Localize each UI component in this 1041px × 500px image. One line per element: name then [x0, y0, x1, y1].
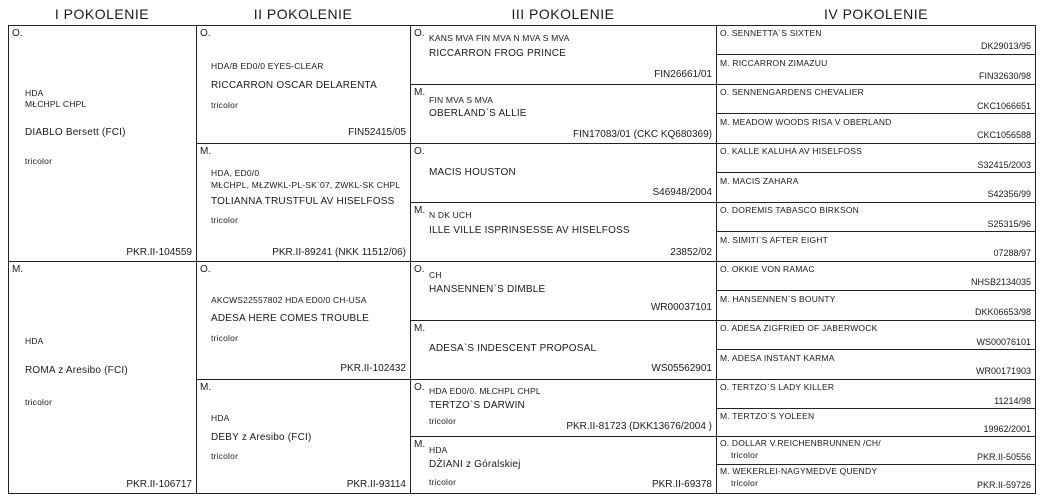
dog-name: O. ADESA ZIGFRIED OF JABERWOCK — [720, 323, 878, 333]
registration-number: PKR.II-69378 — [651, 479, 712, 490]
gen3-cell — [410, 25, 717, 85]
sex-label: M. — [200, 146, 212, 157]
dog-name: DŻIANI z Góralskiej — [429, 459, 521, 470]
coat-color: tricolor — [211, 333, 239, 343]
sex-label: O. — [200, 264, 211, 275]
registration-number: PKR.II-93114 — [346, 479, 406, 490]
gen2-cell — [196, 143, 411, 262]
header-generation-3: III POKOLENIE — [511, 6, 615, 22]
sex-label: O. — [414, 382, 425, 393]
gen3-cell — [410, 143, 717, 203]
dog-name: O. SENNETTA`S SIXTEN — [720, 28, 822, 38]
gen4-cell — [716, 320, 1036, 350]
gen4-cell — [716, 143, 1036, 173]
sex-label: O. — [414, 146, 425, 157]
registration-number: 19962/2001 — [983, 424, 1031, 434]
gen1-dam-cell — [8, 261, 197, 494]
dog-name: M. TERTZO`S YOLEEN — [720, 411, 815, 421]
registration-number: DKK06653/98 — [974, 307, 1031, 317]
coat-color: tricolor — [211, 451, 239, 461]
gen3-cell — [410, 84, 717, 144]
gen3-cell — [410, 261, 717, 321]
dog-name: M. SIMITI`S AFTER EIGHT — [720, 235, 829, 245]
gen4-cell — [716, 54, 1036, 85]
coat-color: tricolor — [25, 397, 53, 407]
dog-name: RICCARRON OSCAR DELARENTA — [211, 80, 377, 91]
registration-number: PKR.II-59726 — [976, 480, 1031, 490]
gen3-cell — [410, 320, 717, 380]
titles: HDA — [429, 445, 448, 455]
sex-label: M. — [12, 264, 24, 275]
gen4-cell — [716, 464, 1036, 494]
dog-name: TOLIANNA TRUSTFUL AV HISELFOSS — [211, 196, 395, 207]
dog-name: ADESA`S INDESCENT PROPOSAL — [429, 343, 597, 354]
gen4-cell — [716, 172, 1036, 203]
registration-number: 11214/98 — [994, 396, 1031, 406]
coat-color: tricolor — [429, 477, 457, 487]
header-generation-2: II POKOLENIE — [253, 6, 353, 22]
titles: MŁCHPL CHPL — [25, 99, 87, 109]
gen4-cell — [716, 379, 1036, 409]
gen4-cell — [716, 113, 1036, 144]
dog-name: DIABLO Bersett (FCI) — [25, 127, 126, 138]
titles: HDA, ED0/0 — [211, 168, 260, 178]
titles: MŁCHPL, MŁZWKL-PL-SK`07, ZWKL-SK CHPL — [211, 180, 401, 190]
registration-number: CKC1066651 — [976, 101, 1031, 111]
registration-number: 07288/97 — [993, 248, 1031, 258]
registration-number: S32415/2003 — [977, 160, 1031, 170]
registration-number: S42356/99 — [987, 189, 1031, 199]
registration-number: PKR.II-104559 — [126, 247, 192, 258]
dog-name: ADESA HERE COMES TROUBLE — [211, 313, 369, 324]
registration-number: FIN52415/05 — [348, 127, 406, 138]
coat-color: tricolor — [731, 478, 759, 488]
coat-color: tricolor — [25, 156, 53, 166]
dog-name: M. WEKERLEI-NAGYMEDVE QUENDY — [720, 466, 878, 476]
registration-number: 23852/02 — [670, 247, 712, 258]
dog-name: M. ADESA INSTANT KARMA — [720, 353, 835, 363]
coat-color: tricolor — [211, 215, 239, 225]
gen2-cell — [196, 25, 411, 144]
sex-label: M. — [414, 87, 426, 98]
dog-name: RICCARRON FROG PRINCE — [429, 48, 566, 59]
dog-name: O. DOLLAR V.REICHENBRUNNEN /CH/ — [720, 438, 881, 448]
registration-number: PKR.II-106717 — [126, 479, 192, 490]
gen3-cell — [410, 202, 717, 262]
registration-number: WR00037101 — [650, 302, 712, 313]
coat-color: tricolor — [731, 450, 759, 460]
sex-label: O. — [414, 264, 425, 275]
sex-label: O. — [12, 28, 23, 39]
titles: HDA — [25, 336, 44, 346]
titles: HDA — [211, 413, 230, 423]
registration-number: DK29013/95 — [980, 41, 1031, 51]
sex-label: M. — [414, 323, 426, 334]
sex-label: M. — [200, 382, 212, 393]
dog-name: M. HANSENNEN`S BOUNTY — [720, 294, 836, 304]
dog-name: M. MACIS ZAHARA — [720, 176, 799, 186]
dog-name: DEBY z Aresibo (FCI) — [211, 432, 312, 443]
registration-number: PKR.II-89241 (NKK 11512/06) — [272, 247, 406, 258]
gen4-cell — [716, 349, 1036, 380]
registration-number: WS05562901 — [651, 363, 712, 374]
gen4-cell — [716, 436, 1036, 465]
gen4-cell — [716, 290, 1036, 321]
sex-label: M. — [414, 205, 426, 216]
coat-color: tricolor — [211, 100, 239, 110]
titles: N DK UCH — [429, 210, 472, 220]
sex-label: O. — [414, 28, 425, 39]
dog-name: M. MEADOW WOODS RISA V OBERLAND — [720, 117, 892, 127]
gen3-cell — [410, 379, 717, 437]
titles: HDA — [25, 88, 44, 98]
dog-name: ILLE VILLE ISPRINSESSE AV HISELFOSS — [429, 225, 630, 236]
gen4-cell — [716, 25, 1036, 55]
titles: HDA/B ED0/0 EYES-CLEAR — [211, 61, 324, 71]
sex-label: M. — [414, 439, 426, 450]
dog-name: O. KALLE KALUHA AV HISELFOSS — [720, 146, 862, 156]
dog-name: OBERLAND`S ALLIE — [429, 108, 527, 119]
registration-number: S25315/96 — [987, 219, 1031, 229]
dog-name: M. RICCARRON ZIMAZUU — [720, 58, 828, 68]
gen4-cell — [716, 202, 1036, 232]
registration-number: FIN32630/98 — [978, 71, 1031, 81]
header-generation-1: I POKOLENIE — [54, 6, 150, 22]
registration-number: PKR.II-50556 — [976, 452, 1031, 462]
gen4-cell — [716, 261, 1036, 291]
coat-color: tricolor — [429, 416, 457, 426]
titles: FIN MVA S MVA — [429, 95, 494, 105]
titles: AKCWS22557802 HDA ED0/0 CH-USA — [211, 295, 367, 305]
header-generation-4: IV POKOLENIE — [823, 6, 929, 22]
dog-name: MACIS HOUSTON — [429, 167, 516, 178]
registration-number: FIN17083/01 (CKC KQ680369) — [573, 129, 712, 140]
gen1-sire-cell — [8, 25, 197, 262]
titles: CH — [429, 270, 442, 280]
registration-number: PKR.II-102432 — [340, 363, 406, 374]
registration-number: FIN26661/01 — [654, 69, 712, 80]
sex-label: O. — [200, 28, 211, 39]
gen4-cell — [716, 408, 1036, 437]
gen4-cell — [716, 84, 1036, 114]
registration-number: PKR.II-81723 (DKK13676/2004 ) — [566, 421, 712, 432]
dog-name: O. DOREMIS TABASCO BIRKSON — [720, 205, 860, 215]
gen3-cell — [410, 436, 717, 494]
titles: HDA ED0/0. MŁCHPL CHPL — [429, 386, 541, 396]
dog-name: O. TERTZO`S LADY KILLER — [720, 382, 835, 392]
dog-name: ROMA z Aresibo (FCI) — [25, 365, 128, 376]
gen4-cell — [716, 231, 1036, 262]
dog-name: O. SENNENGARDENS CHEVALIER — [720, 87, 864, 97]
dog-name: HANSENNEN`S DIMBLE — [429, 284, 546, 295]
titles: KANS MVA FIN MVA N MVA S MVA — [429, 33, 570, 43]
gen2-cell — [196, 379, 411, 494]
gen2-cell — [196, 261, 411, 380]
registration-number: CKC1056588 — [976, 130, 1031, 140]
dog-name: TERTZO`S DARWIN — [429, 400, 525, 411]
dog-name: O. OKKIE VON RAMAC — [720, 264, 815, 274]
registration-number: NHSB2134035 — [970, 277, 1031, 287]
registration-number: S46948/2004 — [652, 187, 712, 198]
registration-number: WR00171903 — [975, 366, 1031, 376]
registration-number: WS00076101 — [976, 337, 1031, 347]
